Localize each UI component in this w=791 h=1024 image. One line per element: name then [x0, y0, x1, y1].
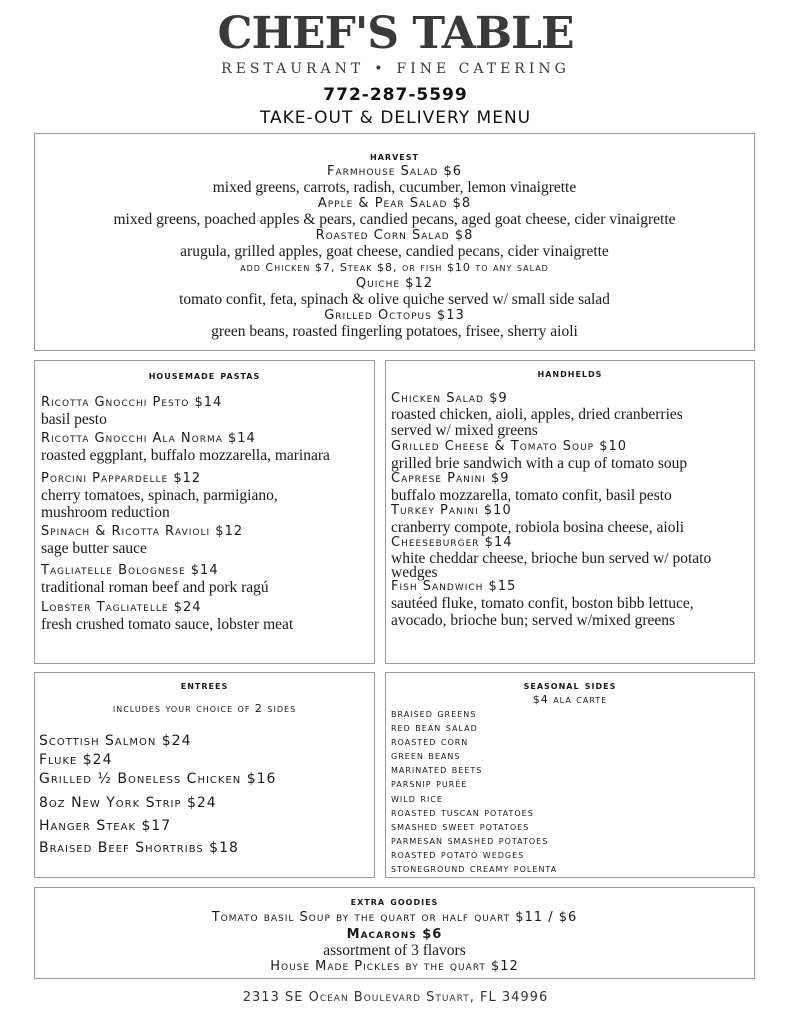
menu-item-desc: traditional roman beef and pork ragú	[41, 579, 269, 596]
side-item: stoneground creamy polenta	[391, 862, 558, 876]
menu-item-name: Tagliatelle Bolognese $14	[41, 563, 219, 578]
menu-item-desc: cranberry compote, robiola bosina cheese, aioli	[391, 519, 685, 536]
side-item: smashed sweet potatoes	[391, 819, 530, 833]
menu-item-desc: fresh crushed tomato sauce, lobster meat	[41, 616, 294, 633]
side-item: parmesan smashed potatoes	[391, 833, 549, 847]
menu-item-desc: buffalo mozzarella, tomato confit, basil pesto	[391, 487, 672, 504]
section-title-goodies: extra goodies	[350, 894, 439, 908]
side-item: roasted tuscan potatoes	[391, 805, 534, 819]
tagline-restaurant: RESTAURANT	[221, 61, 365, 77]
pastas-section	[34, 360, 375, 664]
side-item: marinated beets	[391, 763, 483, 777]
sides-price: $4 ala carte	[532, 693, 608, 706]
menu-item-name: Roasted Corn Salad $8	[315, 228, 474, 243]
menu-item-name: Fish Sandwich $15	[391, 579, 517, 594]
side-item: parsnip purée	[391, 777, 468, 791]
menu-item-desc: assortment of 3 flavors	[323, 942, 466, 959]
menu-item-desc: served w/ mixed greens	[391, 422, 538, 439]
menu-item-name: Grilled Cheese & Tomato Soup $10	[391, 439, 628, 454]
menu-item-name: Lobster Tagliatelle $24	[41, 600, 202, 615]
menu-item-desc: grilled brie sandwich with a cup of tomato soup	[391, 455, 688, 472]
menu-item-desc: arugula, grilled apples, goat cheese, candied pecans, cider vinaigrette	[180, 243, 609, 260]
menu-item-name: Ricotta Gnocchi Ala Norma $14	[41, 431, 256, 446]
harvest-section	[34, 133, 755, 351]
menu-item	[41, 600, 293, 633]
menu-item-desc: roasted chicken, aioli, apples, dried cranberries	[391, 406, 683, 423]
sides-section	[385, 672, 755, 878]
section-title-pastas: housemade pastas	[148, 368, 261, 382]
menu-item-name: Ricotta Gnocchi Pesto $14	[41, 395, 223, 410]
menu-item	[391, 391, 683, 438]
menu-item-name: Chicken Salad $9	[391, 391, 508, 406]
menu-item	[391, 535, 712, 581]
menu-item-name: Porcini Pappardelle $12	[41, 471, 202, 486]
side-item: red bean salad	[391, 721, 478, 735]
menu-item-name: Caprese Panini $9	[391, 471, 510, 486]
menu-item	[41, 563, 269, 596]
menu-item-name: Macarons $6	[346, 927, 443, 942]
menu-item	[391, 579, 694, 629]
side-item: wild rice	[391, 791, 443, 805]
goodies-section	[34, 887, 755, 979]
menu-item-desc: wedges	[391, 564, 438, 581]
section-title-sides: seasonal sides	[523, 678, 617, 692]
entree-item: Grilled ½ Boneless Chicken $16	[39, 771, 277, 787]
menu-item-name: Spinach & Ricotta Ravioli $12	[41, 524, 244, 539]
menu-item-name: Tomato basil Soup by the quart or half quart $11 / $6	[211, 910, 578, 925]
menu-item	[391, 503, 684, 536]
logo-tagline	[0, 61, 791, 77]
entree-item: Braised Beef Shortribs $18	[39, 840, 239, 856]
tagline-catering: FINE CATERING	[396, 61, 570, 77]
side-item: braised greens	[391, 707, 477, 720]
footer-address: 2313 SE Ocean Boulevard Stuart, FL 34996	[242, 990, 549, 1005]
menu-item-name: House Made Pickles by the quart $12	[270, 959, 519, 974]
menu-item-desc: basil pesto	[41, 411, 107, 428]
tagline-separator: •	[374, 61, 387, 77]
menu-item-name: Cheeseburger $14	[391, 535, 513, 550]
menu-item-desc: tomato confit, feta, spinach & olive quiche served w/ small side salad	[179, 291, 610, 308]
entree-item: Scottish Salmon $24	[39, 733, 192, 749]
menu-item-desc: cherry tomatoes, spinach, parmigiano,	[41, 487, 278, 504]
menu-item-name: Turkey Panini $10	[391, 503, 512, 518]
entree-item: Hanger Steak $17	[39, 818, 172, 834]
menu-item	[391, 471, 672, 504]
restaurant-logo: CHEF'S TABLE	[217, 8, 574, 59]
menu-title: TAKE-OUT & DELIVERY MENU	[259, 108, 532, 128]
menu-item-name: Grilled Octopus $13	[324, 308, 465, 323]
menu-item-desc: mixed greens, poached apples & pears, candied pecans, aged goat cheese, cider vinaigrette	[113, 211, 676, 228]
menu-item-name: Farmhouse Salad $6	[326, 164, 462, 179]
menu-item-name: Quiche $12	[355, 276, 434, 291]
side-item: roasted potato wedges	[391, 847, 525, 861]
section-title-entrees: entrees	[180, 678, 229, 692]
menu-item-desc: sautéed fluke, tomato confit, boston bibb lettuce,	[391, 595, 694, 612]
menu-item-desc: roasted eggplant, buffalo mozzarella, marinara	[41, 447, 330, 464]
entrees-section	[34, 672, 375, 878]
salad-addon-note: add Chicken $7, Steak $8, or fish $10 to any salad	[240, 261, 549, 274]
menu-item	[41, 471, 278, 521]
sides-list	[391, 707, 557, 876]
handhelds-section	[385, 360, 755, 664]
menu-item-desc: white cheddar cheese, brioche bun served w/ potato	[391, 550, 712, 567]
section-title-handhelds: handhelds	[537, 366, 603, 380]
side-item: roasted corn	[391, 735, 469, 749]
menu-item-desc: mixed greens, carrots, radish, cucumber, lemon vinaigrette	[212, 179, 577, 196]
menu-item-desc: mushroom reduction	[41, 504, 170, 521]
section-title-harvest: harvest	[370, 149, 419, 163]
phone-number: 772-287-5599	[323, 85, 468, 105]
entree-item: Fluke $24	[39, 752, 113, 768]
menu-item-name: Apple & Pear Salad $8	[317, 196, 472, 211]
entrees-subtitle: includes your choice of 2 sides	[112, 702, 297, 715]
menu-item	[41, 431, 330, 464]
side-item: green beans	[391, 749, 461, 763]
menu-item-desc: green beans, roasted fingerling potatoes, frisee, sherry aioli	[211, 323, 578, 340]
menu-item	[391, 439, 687, 472]
entree-item: 8oz New York Strip $24	[39, 795, 217, 811]
menu-item	[41, 395, 222, 428]
menu-item	[41, 524, 243, 557]
menu-item-desc: avocado, brioche bun; served w/mixed greens	[391, 612, 676, 629]
menu-item-desc: sage butter sauce	[41, 540, 147, 557]
